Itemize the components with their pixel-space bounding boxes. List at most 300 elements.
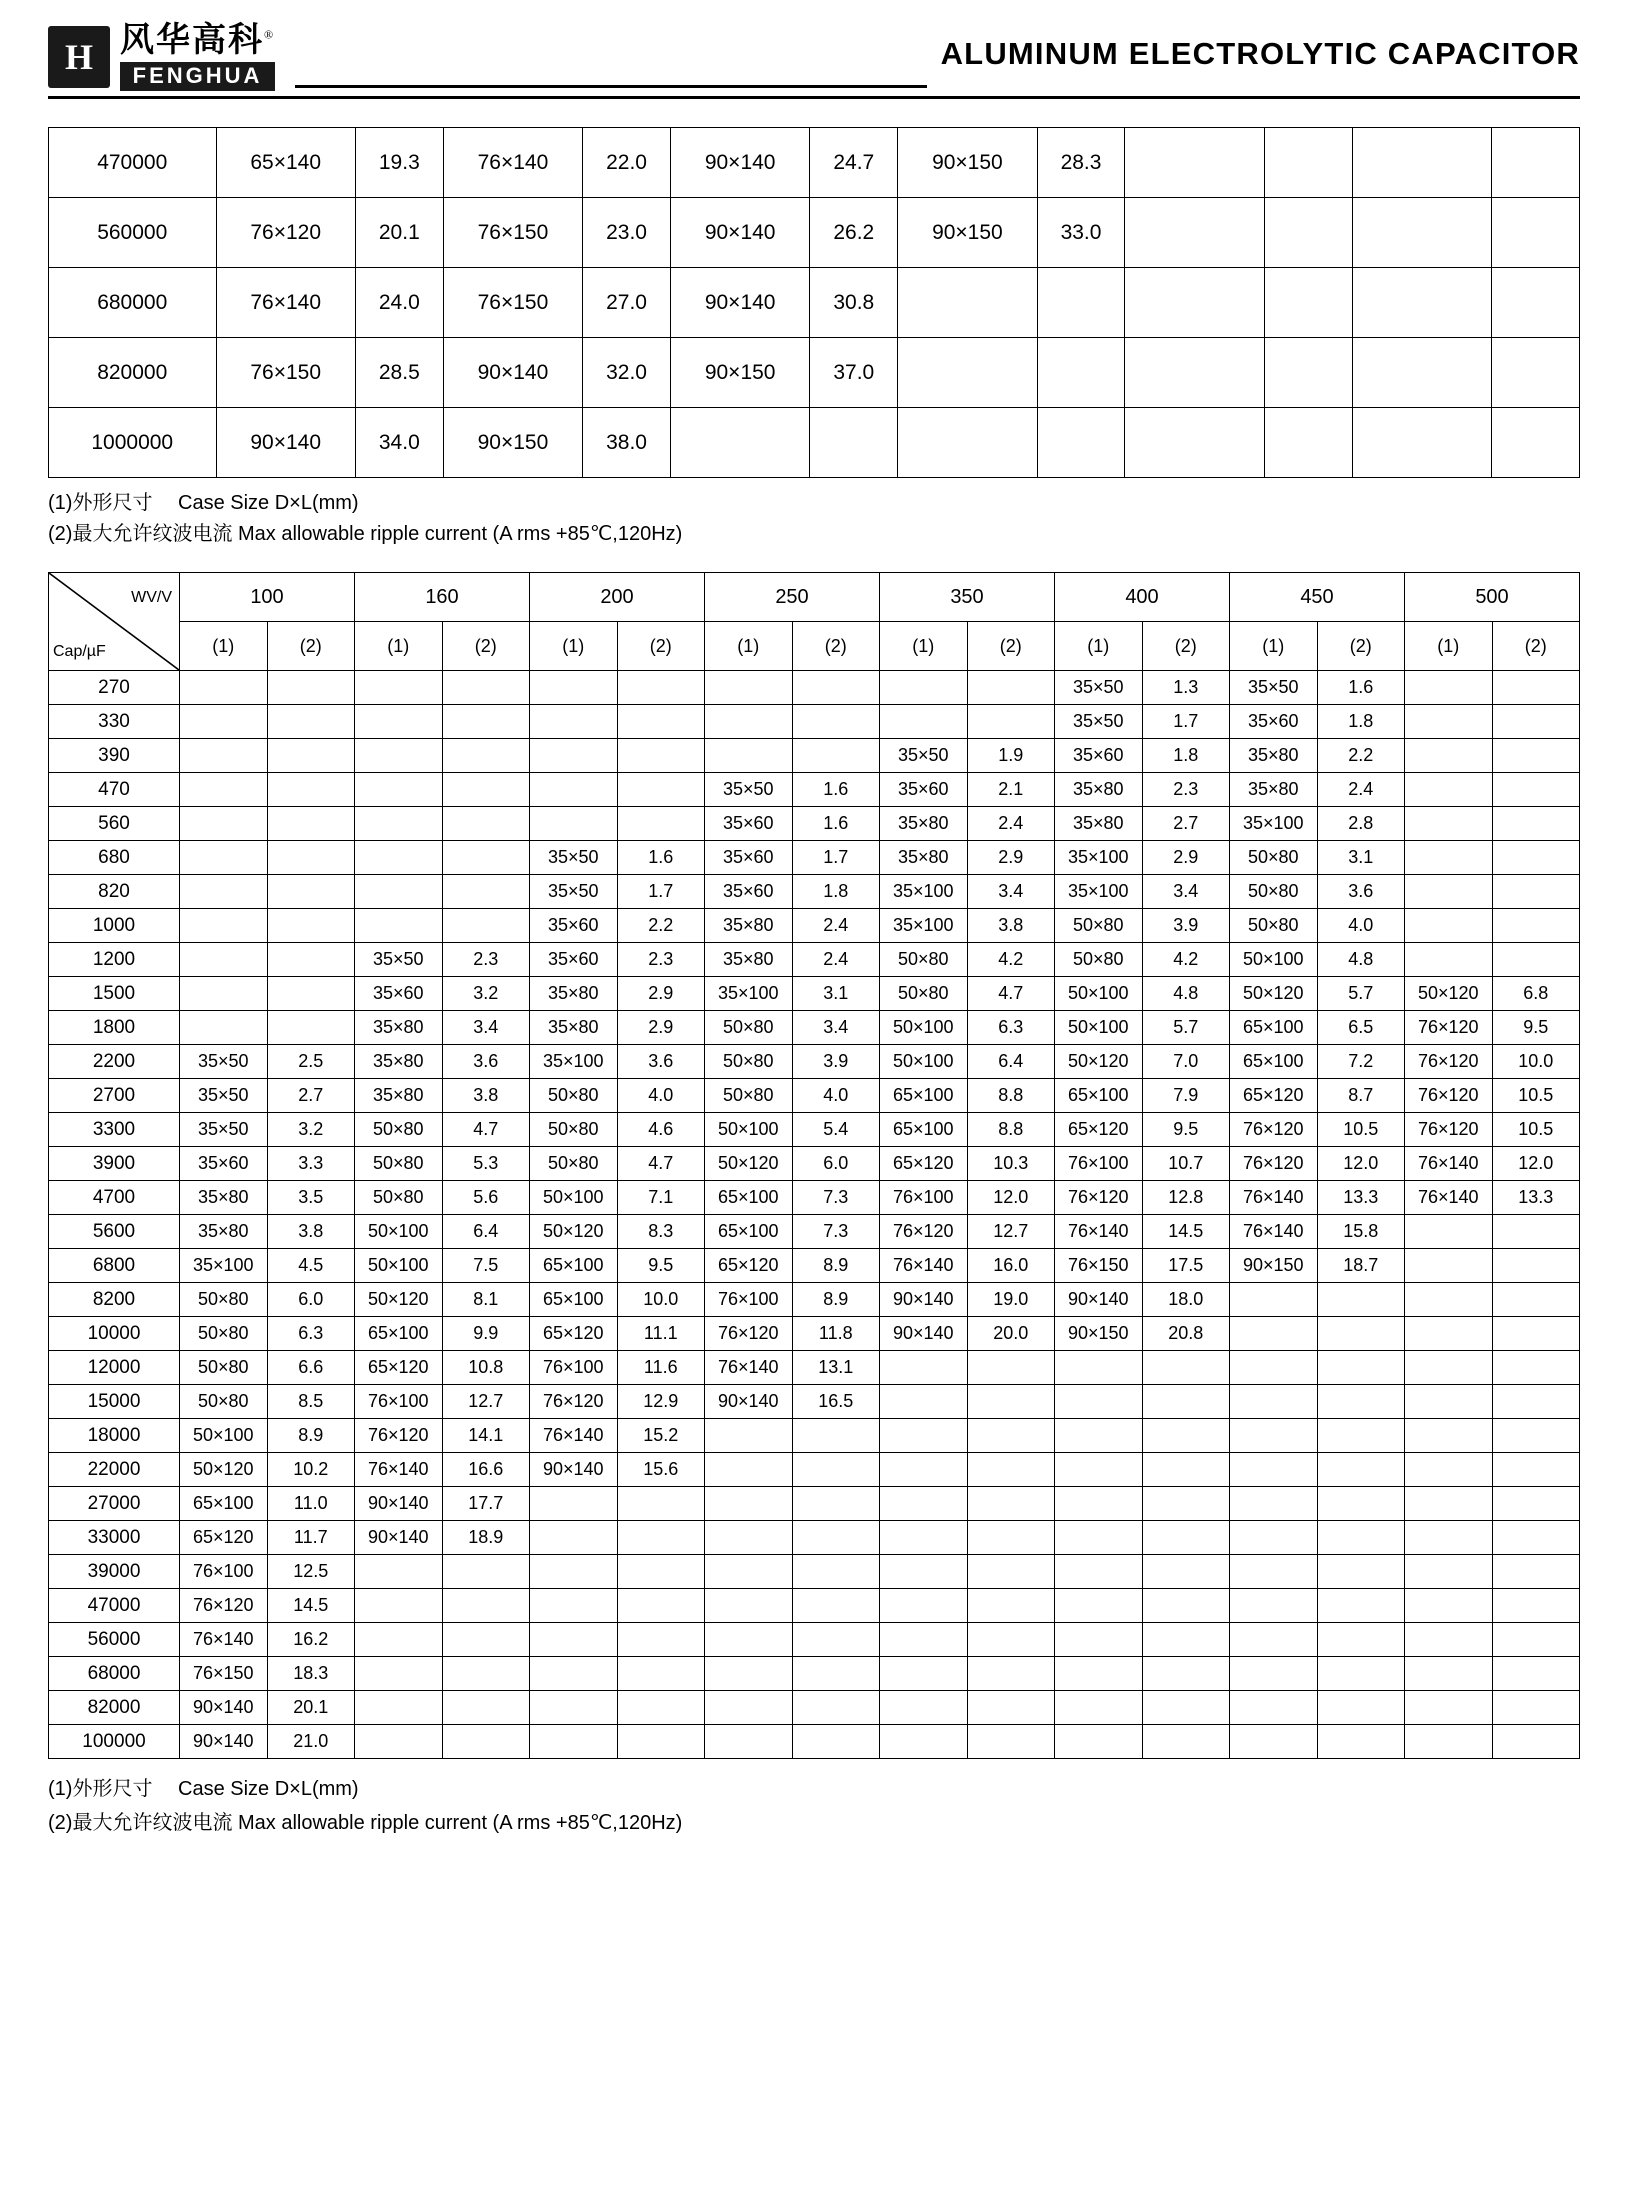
case-size-cell <box>705 1419 793 1453</box>
capacitance-cell: 680000 <box>49 268 217 338</box>
ripple-current-cell <box>617 1657 705 1691</box>
ripple-current-cell: 1.3 <box>1142 671 1230 705</box>
case-size-cell: 65×120 <box>1055 1113 1143 1147</box>
case-size-cell <box>880 1487 968 1521</box>
case-size-cell <box>180 977 268 1011</box>
case-size-cell <box>1230 1555 1318 1589</box>
ripple-current-cell: 4.8 <box>1142 977 1230 1011</box>
case-size-cell: 35×50 <box>705 773 793 807</box>
ripple-current-cell: 2.2 <box>617 909 705 943</box>
subheader-case-size: (1) <box>1405 622 1493 671</box>
ripple-current-cell <box>967 1351 1055 1385</box>
ripple-current-cell <box>617 1521 705 1555</box>
ripple-current-cell: 13.3 <box>1492 1181 1580 1215</box>
ripple-current-cell <box>1317 1385 1405 1419</box>
ripple-current-cell: 17.5 <box>1142 1249 1230 1283</box>
company-logo <box>48 23 275 91</box>
ripple-current-cell <box>1142 1453 1230 1487</box>
case-size-cell: 76×150 <box>443 198 582 268</box>
ripple-current-cell <box>1492 338 1580 408</box>
case-size-cell <box>898 408 1037 478</box>
ripple-current-cell <box>617 1487 705 1521</box>
ripple-current-cell <box>1142 1623 1230 1657</box>
case-size-cell <box>355 807 443 841</box>
ripple-current-cell <box>617 739 705 773</box>
table-row <box>49 807 1580 841</box>
case-size-cell: 76×100 <box>705 1283 793 1317</box>
case-size-cell <box>1405 705 1493 739</box>
case-size-cell <box>705 1691 793 1725</box>
ripple-current-cell: 10.0 <box>1492 1045 1580 1079</box>
case-size-cell <box>1405 1215 1493 1249</box>
ripple-current-cell: 3.8 <box>267 1215 355 1249</box>
case-size-cell: 65×100 <box>880 1079 968 1113</box>
case-size-cell <box>1230 1317 1318 1351</box>
capacitance-cell: 470000 <box>49 128 217 198</box>
ripple-current-cell <box>967 1623 1055 1657</box>
case-size-cell: 90×150 <box>898 128 1037 198</box>
ripple-current-cell: 19.3 <box>355 128 443 198</box>
case-size-cell <box>1125 128 1264 198</box>
ripple-current-cell <box>1142 1725 1230 1759</box>
ripple-current-cell: 3.4 <box>442 1011 530 1045</box>
subheader-ripple-current: (2) <box>967 622 1055 671</box>
case-size-cell: 35×60 <box>705 875 793 909</box>
table-row <box>49 1453 1580 1487</box>
case-size-cell <box>1352 268 1491 338</box>
case-size-cell <box>355 1623 443 1657</box>
ripple-current-cell: 18.0 <box>1142 1283 1230 1317</box>
subheader-case-size: (1) <box>880 622 968 671</box>
case-size-cell: 35×100 <box>880 909 968 943</box>
ripple-current-cell: 4.7 <box>617 1147 705 1181</box>
case-size-cell <box>880 1419 968 1453</box>
subheader-case-size: (1) <box>1230 622 1318 671</box>
case-size-cell <box>1405 1589 1493 1623</box>
ripple-current-cell: 5.3 <box>442 1147 530 1181</box>
case-size-cell <box>880 705 968 739</box>
case-size-cell <box>1405 1419 1493 1453</box>
axis-corner-cell <box>49 573 180 671</box>
case-size-cell: 35×100 <box>1230 807 1318 841</box>
capacitance-cell: 3900 <box>49 1147 180 1181</box>
case-size-cell: 50×120 <box>1230 977 1318 1011</box>
ripple-current-cell: 2.3 <box>1142 773 1230 807</box>
case-size-cell: 65×100 <box>180 1487 268 1521</box>
ripple-current-cell <box>1492 841 1580 875</box>
case-size-cell: 50×80 <box>180 1351 268 1385</box>
case-size-cell <box>355 671 443 705</box>
capacitance-cell: 5600 <box>49 1215 180 1249</box>
case-size-cell <box>880 1657 968 1691</box>
case-size-cell: 90×140 <box>180 1725 268 1759</box>
ripple-current-cell: 2.9 <box>1142 841 1230 875</box>
ripple-current-cell: 10.0 <box>617 1283 705 1317</box>
table-row <box>49 671 1580 705</box>
table-row <box>49 1215 1580 1249</box>
case-size-cell: 65×140 <box>216 128 355 198</box>
ripple-current-cell: 4.2 <box>967 943 1055 977</box>
table-row <box>49 1487 1580 1521</box>
table-row <box>49 773 1580 807</box>
case-size-cell: 90×140 <box>355 1521 443 1555</box>
case-size-cell <box>705 1657 793 1691</box>
ripple-current-cell: 4.0 <box>617 1079 705 1113</box>
voltage-header-cell: 500 <box>1405 573 1580 622</box>
capacitance-cell: 100000 <box>49 1725 180 1759</box>
ripple-current-cell: 15.2 <box>617 1419 705 1453</box>
ripple-current-cell: 17.7 <box>442 1487 530 1521</box>
ripple-current-cell: 33.0 <box>1037 198 1125 268</box>
ripple-current-cell: 15.8 <box>1317 1215 1405 1249</box>
ripple-current-cell <box>617 1691 705 1725</box>
ripple-current-cell: 37.0 <box>810 338 898 408</box>
case-size-cell <box>705 1623 793 1657</box>
capacitance-cell: 6800 <box>49 1249 180 1283</box>
ripple-current-cell: 2.7 <box>1142 807 1230 841</box>
ripple-current-cell <box>267 739 355 773</box>
ripple-current-cell <box>442 875 530 909</box>
table-row <box>49 198 1580 268</box>
case-size-cell: 50×80 <box>705 1045 793 1079</box>
case-size-cell: 76×140 <box>880 1249 968 1283</box>
case-size-cell: 50×120 <box>530 1215 618 1249</box>
ripple-current-cell: 2.9 <box>967 841 1055 875</box>
ripple-current-cell <box>1142 1589 1230 1623</box>
table-row <box>49 1521 1580 1555</box>
case-size-cell <box>705 1589 793 1623</box>
case-size-cell: 65×100 <box>530 1283 618 1317</box>
case-size-cell: 76×100 <box>530 1351 618 1385</box>
case-size-cell: 76×120 <box>1405 1079 1493 1113</box>
case-size-cell <box>880 1725 968 1759</box>
ripple-current-cell: 1.7 <box>1142 705 1230 739</box>
case-size-cell <box>180 705 268 739</box>
case-size-cell <box>1405 1555 1493 1589</box>
subheader-ripple-current: (2) <box>1317 622 1405 671</box>
case-size-cell: 76×140 <box>1230 1181 1318 1215</box>
ripple-current-cell <box>792 1589 880 1623</box>
case-size-cell: 35×60 <box>1230 705 1318 739</box>
case-size-cell <box>1352 338 1491 408</box>
case-size-cell: 35×100 <box>880 875 968 909</box>
ripple-current-cell: 16.2 <box>267 1623 355 1657</box>
ripple-current-cell <box>1492 1623 1580 1657</box>
case-size-cell: 90×140 <box>355 1487 443 1521</box>
ripple-current-cell <box>1142 1691 1230 1725</box>
ripple-current-cell <box>1317 1453 1405 1487</box>
case-size-cell: 50×100 <box>355 1215 443 1249</box>
case-size-cell: 35×80 <box>530 1011 618 1045</box>
ripple-current-cell: 3.6 <box>617 1045 705 1079</box>
ripple-current-cell: 6.4 <box>967 1045 1055 1079</box>
case-size-cell: 65×120 <box>355 1351 443 1385</box>
case-size-cell: 35×50 <box>355 943 443 977</box>
page-header <box>0 0 1628 96</box>
ripple-current-cell: 7.0 <box>1142 1045 1230 1079</box>
subheader-ripple-current: (2) <box>1492 622 1580 671</box>
capacitor-specification-table <box>48 572 1580 1759</box>
ripple-current-cell: 3.1 <box>1317 841 1405 875</box>
ripple-current-cell <box>1492 1215 1580 1249</box>
ripple-current-cell: 28.5 <box>355 338 443 408</box>
ripple-current-cell <box>1492 1419 1580 1453</box>
case-size-cell <box>530 807 618 841</box>
ripple-current-cell: 3.9 <box>1142 909 1230 943</box>
ripple-current-cell <box>617 773 705 807</box>
case-size-cell <box>355 773 443 807</box>
ripple-current-cell <box>267 841 355 875</box>
ripple-current-cell <box>1317 1487 1405 1521</box>
subheader-case-size: (1) <box>180 622 268 671</box>
case-size-cell: 76×150 <box>216 338 355 408</box>
capacitance-cell: 1200 <box>49 943 180 977</box>
case-size-cell: 35×60 <box>355 977 443 1011</box>
ripple-current-cell: 8.3 <box>617 1215 705 1249</box>
capacitance-cell: 22000 <box>49 1453 180 1487</box>
case-size-cell <box>355 739 443 773</box>
ripple-current-cell <box>1492 1725 1580 1759</box>
capacitance-cell: 560 <box>49 807 180 841</box>
voltage-header-cell: 400 <box>1055 573 1230 622</box>
case-size-cell <box>898 338 1037 408</box>
case-size-cell <box>1230 1623 1318 1657</box>
case-size-cell <box>355 875 443 909</box>
capacitance-cell: 820 <box>49 875 180 909</box>
case-size-cell <box>180 943 268 977</box>
table-header-row <box>49 573 1580 622</box>
case-size-cell <box>530 671 618 705</box>
ripple-current-cell <box>1317 1691 1405 1725</box>
ripple-current-cell <box>442 1657 530 1691</box>
case-size-cell: 35×80 <box>355 1045 443 1079</box>
table-row <box>49 1351 1580 1385</box>
ripple-current-cell: 7.5 <box>442 1249 530 1283</box>
case-size-cell <box>1405 1453 1493 1487</box>
case-size-cell <box>1055 1487 1143 1521</box>
ripple-current-cell <box>1317 1725 1405 1759</box>
case-size-cell: 90×150 <box>670 338 809 408</box>
case-size-cell: 76×120 <box>530 1385 618 1419</box>
case-size-cell <box>705 671 793 705</box>
ripple-current-cell: 4.7 <box>442 1113 530 1147</box>
ripple-current-cell <box>1492 875 1580 909</box>
case-size-cell <box>355 1691 443 1725</box>
ripple-current-cell: 14.1 <box>442 1419 530 1453</box>
voltage-header-cell: 160 <box>355 573 530 622</box>
ripple-current-cell: 4.8 <box>1317 943 1405 977</box>
ripple-current-cell <box>1317 1419 1405 1453</box>
ripple-current-cell: 1.6 <box>617 841 705 875</box>
ripple-current-cell: 8.9 <box>267 1419 355 1453</box>
ripple-current-cell: 8.9 <box>792 1283 880 1317</box>
ripple-current-cell: 10.5 <box>1492 1113 1580 1147</box>
case-size-cell <box>705 1453 793 1487</box>
ripple-current-cell <box>967 705 1055 739</box>
case-size-cell <box>1125 198 1264 268</box>
ripple-current-cell <box>617 1623 705 1657</box>
ripple-current-cell <box>1492 773 1580 807</box>
case-size-cell: 76×140 <box>1405 1147 1493 1181</box>
case-size-cell <box>1125 408 1264 478</box>
case-size-cell <box>1405 773 1493 807</box>
case-size-cell: 35×50 <box>180 1045 268 1079</box>
case-size-cell <box>355 1555 443 1589</box>
case-size-cell <box>1055 1453 1143 1487</box>
case-size-cell: 35×60 <box>705 841 793 875</box>
table-row <box>49 408 1580 478</box>
capacitance-cell: 18000 <box>49 1419 180 1453</box>
top-table-container <box>48 127 1580 478</box>
case-size-cell <box>180 909 268 943</box>
case-size-cell: 76×120 <box>1230 1147 1318 1181</box>
case-size-cell <box>670 408 809 478</box>
subheader-case-size: (1) <box>530 622 618 671</box>
ripple-current-cell: 20.1 <box>355 198 443 268</box>
capacitance-cell: 39000 <box>49 1555 180 1589</box>
case-size-cell: 50×100 <box>530 1181 618 1215</box>
capacitance-cell: 470 <box>49 773 180 807</box>
case-size-cell: 35×100 <box>1055 875 1143 909</box>
logo-text-block <box>120 23 275 91</box>
ripple-current-cell: 7.1 <box>617 1181 705 1215</box>
case-size-cell: 35×100 <box>1055 841 1143 875</box>
case-size-cell: 35×60 <box>1055 739 1143 773</box>
case-size-cell: 76×120 <box>1405 1113 1493 1147</box>
table-row <box>49 1249 1580 1283</box>
case-size-cell: 76×140 <box>705 1351 793 1385</box>
voltage-header-cell: 350 <box>880 573 1055 622</box>
case-size-cell <box>180 807 268 841</box>
case-size-cell: 65×100 <box>530 1249 618 1283</box>
ripple-current-cell: 2.3 <box>442 943 530 977</box>
case-size-cell <box>1405 909 1493 943</box>
table-row <box>49 1113 1580 1147</box>
table-row <box>49 1079 1580 1113</box>
case-size-cell <box>1405 1283 1493 1317</box>
ripple-current-cell: 22.0 <box>583 128 671 198</box>
case-size-cell <box>530 1521 618 1555</box>
voltage-header-cell: 250 <box>705 573 880 622</box>
case-size-cell: 76×120 <box>1405 1045 1493 1079</box>
ripple-current-cell: 12.9 <box>617 1385 705 1419</box>
ripple-current-cell <box>1492 943 1580 977</box>
case-size-cell: 65×100 <box>1230 1045 1318 1079</box>
ripple-current-cell: 34.0 <box>355 408 443 478</box>
case-size-cell: 90×140 <box>443 338 582 408</box>
ripple-current-cell: 2.9 <box>617 1011 705 1045</box>
ripple-current-cell <box>1317 1351 1405 1385</box>
table-row <box>49 1555 1580 1589</box>
capacitance-cell: 1000 <box>49 909 180 943</box>
case-size-cell: 50×80 <box>180 1317 268 1351</box>
ripple-current-cell <box>267 943 355 977</box>
ripple-current-cell <box>1317 1283 1405 1317</box>
case-size-cell <box>355 1657 443 1691</box>
table-row <box>49 909 1580 943</box>
ripple-current-cell: 9.5 <box>1492 1011 1580 1045</box>
case-size-cell <box>1230 1691 1318 1725</box>
ripple-current-cell: 3.6 <box>1317 875 1405 909</box>
case-size-cell <box>1405 841 1493 875</box>
case-size-cell: 50×80 <box>180 1283 268 1317</box>
ripple-current-cell: 1.6 <box>792 773 880 807</box>
case-size-cell: 76×120 <box>216 198 355 268</box>
ripple-current-cell: 2.2 <box>1317 739 1405 773</box>
voltage-axis-label: WV/V <box>131 589 172 606</box>
ripple-current-cell <box>1264 128 1352 198</box>
table-row <box>49 841 1580 875</box>
ripple-current-cell <box>792 671 880 705</box>
table-row <box>49 705 1580 739</box>
case-size-cell: 76×120 <box>1405 1011 1493 1045</box>
capacitance-cell: 330 <box>49 705 180 739</box>
ripple-current-cell: 4.2 <box>1142 943 1230 977</box>
ripple-current-cell: 1.8 <box>1142 739 1230 773</box>
ripple-current-cell: 12.7 <box>442 1385 530 1419</box>
ripple-current-cell: 11.0 <box>267 1487 355 1521</box>
ripple-current-cell: 24.7 <box>810 128 898 198</box>
case-size-cell: 50×100 <box>355 1249 443 1283</box>
table-row <box>49 1691 1580 1725</box>
ripple-current-cell <box>267 977 355 1011</box>
ripple-current-cell <box>442 773 530 807</box>
ripple-current-cell: 26.2 <box>810 198 898 268</box>
ripple-current-cell <box>1317 1589 1405 1623</box>
bottom-note-case-size: (1)外形尺寸 Case Size D×L(mm) <box>48 1778 359 1800</box>
ripple-current-cell: 16.6 <box>442 1453 530 1487</box>
ripple-current-cell <box>1142 1657 1230 1691</box>
capacitance-cell: 680 <box>49 841 180 875</box>
ripple-current-cell <box>1317 1623 1405 1657</box>
case-size-cell: 90×140 <box>670 268 809 338</box>
case-size-cell: 35×100 <box>705 977 793 1011</box>
case-size-cell: 50×80 <box>530 1113 618 1147</box>
ripple-current-cell: 2.7 <box>267 1079 355 1113</box>
case-size-cell: 50×100 <box>180 1419 268 1453</box>
case-size-cell <box>880 1589 968 1623</box>
case-size-cell <box>880 1623 968 1657</box>
ripple-current-cell <box>1492 1249 1580 1283</box>
case-size-cell <box>355 909 443 943</box>
case-size-cell <box>355 705 443 739</box>
ripple-current-cell <box>967 1691 1055 1725</box>
case-size-cell <box>880 1555 968 1589</box>
ripple-current-cell <box>1142 1555 1230 1589</box>
ripple-current-cell <box>442 1623 530 1657</box>
case-size-cell <box>180 739 268 773</box>
case-size-cell <box>1405 1623 1493 1657</box>
ripple-current-cell <box>442 807 530 841</box>
table-row <box>49 1181 1580 1215</box>
ripple-current-cell <box>1492 408 1580 478</box>
ripple-current-cell: 11.7 <box>267 1521 355 1555</box>
ripple-current-cell: 9.5 <box>1142 1113 1230 1147</box>
case-size-cell <box>1055 1657 1143 1691</box>
case-size-cell <box>1230 1657 1318 1691</box>
ripple-current-cell: 38.0 <box>583 408 671 478</box>
case-size-cell <box>898 268 1037 338</box>
case-size-cell: 50×80 <box>1055 909 1143 943</box>
ripple-current-cell: 30.8 <box>810 268 898 338</box>
subheader-case-size: (1) <box>705 622 793 671</box>
case-size-cell: 76×100 <box>1055 1147 1143 1181</box>
case-size-cell <box>1230 1487 1318 1521</box>
ripple-current-cell: 11.8 <box>792 1317 880 1351</box>
ripple-current-cell <box>792 1657 880 1691</box>
case-size-cell <box>180 841 268 875</box>
case-size-cell: 65×120 <box>1230 1079 1318 1113</box>
